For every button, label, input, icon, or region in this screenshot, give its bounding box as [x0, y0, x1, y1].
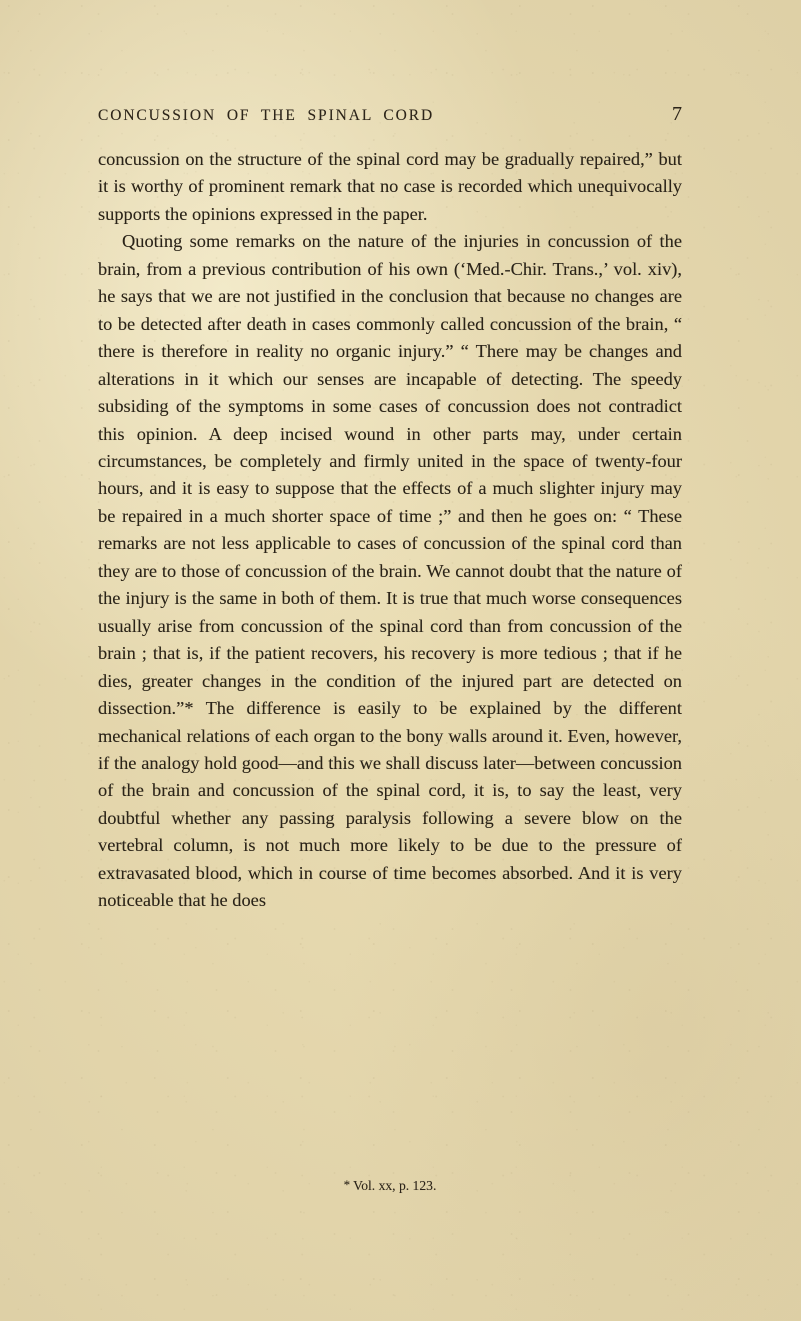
paragraph: Quoting some remarks on the nature of the injuries in concussion of the brain, from a previous contribution of his own (‘Med.-Chir. Trans.,’ vol. xiv), he says that we are not justified in the conclusion that because no changes are to be detected after death in cases commonly called concussion of the brain, “ there is therefore in reality no organic injury.” “ There may be changes and alterations in it which our senses are incapable of detecting. The speedy subsiding of the symptoms in some cases of concussion does not contradict this opinion. A deep incised wound in other parts may, under certain circumstances, be completely and firmly united in the space of twenty-four hours, and it is easy to suppose that the effects of a much slighter injury may be repaired in a much shorter space of time ;” and then he goes on: “ These remarks are not less applicable to cases of concussion of the spinal cord than they are to those of concussion of the brain. We cannot doubt that the nature of the injury is the same in both of them. It is true that much worse consequences usually arise from concussion of the spinal cord than from concussion of the brain ; that is, if the patient recovers, his recovery is more tedious ; that if he dies, greater changes in the condition of the injured part are detected on dissection.”* The difference is easily to be explained by the different mechanical relations of each organ to the bony walls around it. Even, however, if the analogy hold good—and this we shall discuss later—between concussion of the brain and concussion of the spinal cord, it is, to say the least, very doubtful whether any passing paralysis following a severe blow on the vertebral column, is not much more likely to be due to the pressure of extravasated blood, which in course of time becomes absorbed. And it is very noticeable that he does [98, 231, 682, 911]
footnote [98, 1176, 682, 1195]
paragraph: concussion on the structure of the spinal cord may be gradually repaired,” but it is worthy of prominent remark that no case is recorded which unequivocally supports the opinions expressed in the paper. [98, 149, 682, 224]
footnote-text: Vol. xx, p. 123. [353, 1178, 437, 1193]
body-text-block [98, 146, 682, 915]
footnote-marker: * [343, 1177, 351, 1192]
running-head [98, 104, 682, 125]
running-head-title: CONCUSSION OF THE SPINAL CORD [98, 107, 435, 124]
page-number: 7 [672, 103, 682, 125]
